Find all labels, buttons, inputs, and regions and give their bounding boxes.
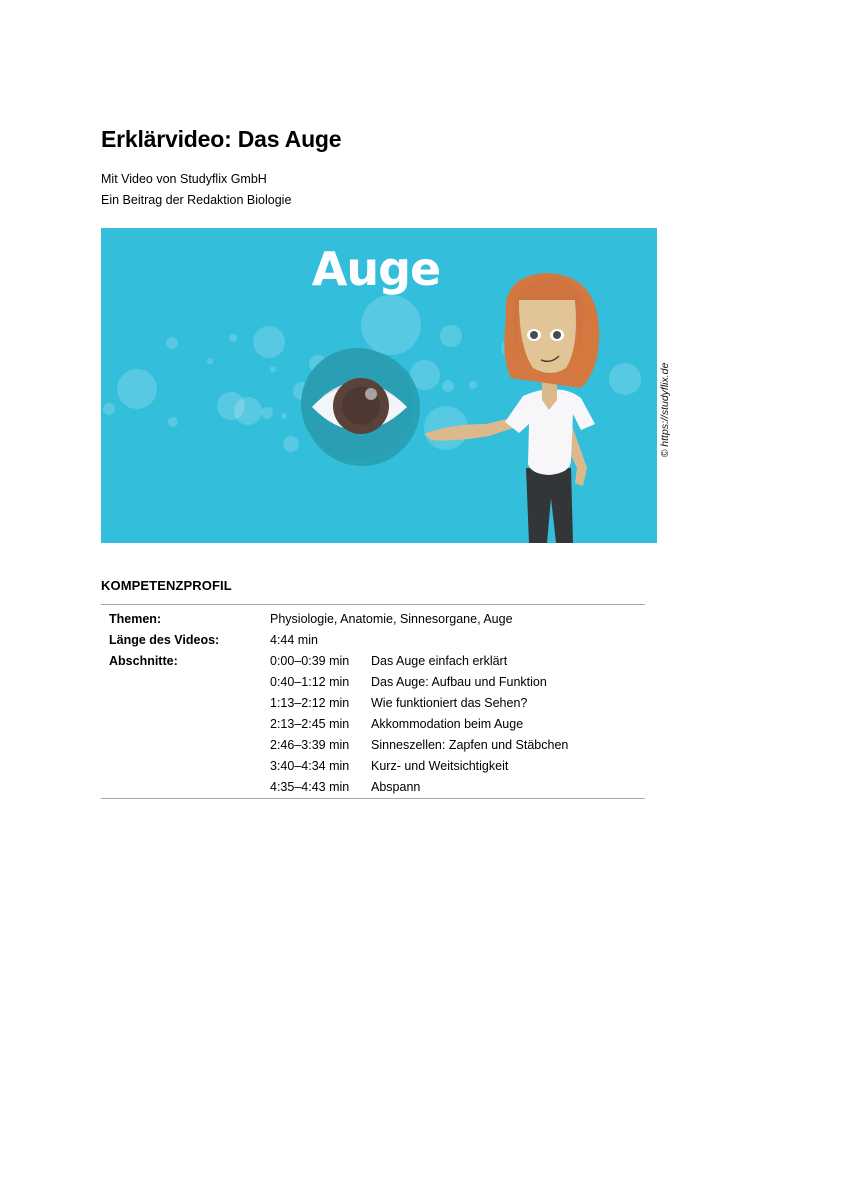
section-row	[101, 777, 645, 798]
section-title: Das Auge einfach erklärt	[371, 654, 508, 668]
length-value: 4:44 min	[270, 633, 318, 647]
copyright-text: © https://studyflix.de	[659, 362, 671, 458]
video-thumbnail[interactable]	[101, 228, 657, 543]
sections-label: Abschnitte:	[109, 654, 178, 668]
editorial-line: Ein Beitrag der Redaktion Biologie	[101, 193, 292, 207]
topics-value: Physiologie, Anatomie, Sinnesorgane, Auge	[270, 612, 513, 626]
section-title: Kurz- und Weitsichtigkeit	[371, 759, 509, 773]
section-row	[101, 714, 645, 735]
section-row	[101, 693, 645, 714]
eye-icon	[301, 348, 420, 466]
length-row	[101, 630, 645, 651]
section-time: 0:00–0:39 min	[270, 654, 350, 668]
section-heading: KOMPETENZPROFIL	[101, 578, 232, 593]
section-row	[101, 651, 645, 672]
section-time: 2:13–2:45 min	[270, 717, 350, 731]
section-time: 1:13–2:12 min	[270, 696, 350, 710]
section-row	[101, 672, 645, 693]
section-time: 4:35–4:43 min	[270, 780, 350, 794]
section-time: 3:40–4:34 min	[270, 759, 350, 773]
section-title: Das Auge: Aufbau und Funktion	[371, 675, 547, 689]
section-title: Wie funktioniert das Sehen?	[371, 696, 528, 710]
section-row	[101, 756, 645, 777]
competence-profile-table	[101, 604, 645, 799]
section-title: Abspann	[371, 780, 421, 794]
topics-row	[101, 609, 645, 630]
section-row	[101, 735, 645, 756]
section-title: Sinneszellen: Zapfen und Stäbchen	[371, 738, 569, 752]
banner-title: Auge	[311, 242, 441, 296]
section-title: Akkommodation beim Auge	[371, 717, 524, 731]
credit-line: Mit Video von Studyflix GmbH	[101, 172, 267, 186]
copyright-notice	[657, 355, 673, 465]
length-label: Länge des Videos:	[109, 633, 220, 647]
page-title: Erklärvideo: Das Auge	[101, 126, 342, 152]
topics-label: Themen:	[109, 612, 162, 626]
section-time: 2:46–3:39 min	[270, 738, 350, 752]
section-time: 0:40–1:12 min	[270, 675, 350, 689]
